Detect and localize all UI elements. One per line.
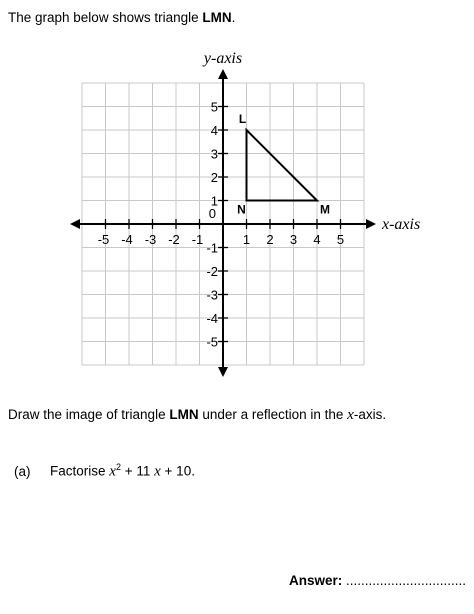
origin-label: 0	[208, 206, 216, 221]
y-axis-arrow-down	[218, 367, 228, 377]
axes	[70, 69, 376, 377]
y-tick-label: -4	[206, 311, 218, 326]
instruction-axis-variable: x	[347, 407, 354, 423]
question-a-variable: x	[109, 463, 116, 480]
x-tick-label: 3	[289, 232, 298, 247]
x-tick-label: -3	[144, 232, 157, 247]
intro-after: .	[231, 10, 236, 25]
x-axis-arrow-left	[70, 219, 80, 229]
y-tick-label: -5	[206, 334, 218, 350]
x-tick-label: -1	[191, 232, 204, 247]
triangle-lmn	[247, 130, 318, 201]
question-a-text: Factorise	[50, 463, 110, 479]
x-axis-title: x-axis	[382, 216, 421, 233]
instruction-text	[8, 407, 386, 424]
instruction-middle: under a reflection in the	[198, 407, 348, 422]
x-tick-label: -4	[121, 232, 133, 247]
y-tick-label: 3	[210, 146, 218, 162]
answer-label: Answer:	[288, 573, 343, 588]
y-tick-label: 4	[210, 123, 218, 138]
y-tick-label: 2	[210, 170, 218, 185]
y-tick-label: -1	[206, 240, 218, 256]
y-axis-arrow-up	[218, 69, 228, 79]
y-tick-label: 5	[210, 99, 218, 115]
instruction-triangle-name: LMN	[169, 407, 199, 422]
question-a-label: (a)	[14, 463, 31, 479]
y-axis-title: y-axis	[203, 50, 243, 67]
question-a-constant: + 10.	[160, 463, 195, 479]
instruction-before: Draw the image of triangle	[8, 407, 170, 422]
question-a	[14, 462, 195, 481]
instruction-after: -axis.	[353, 407, 387, 422]
vertex-label-n: N	[237, 202, 246, 217]
x-axis-arrow-right	[366, 219, 376, 229]
answer-line[interactable]	[289, 573, 466, 588]
x-tick-label: -2	[168, 232, 180, 247]
x-tick-label: -5	[97, 232, 110, 247]
question-a-term: + 11	[120, 463, 155, 479]
intro-before: The graph below shows triangle	[8, 10, 203, 25]
x-tick-label: 4	[313, 232, 321, 247]
x-tick-label: 2	[266, 232, 274, 247]
vertex-label-m: M	[320, 202, 330, 217]
y-tick-label: 1	[210, 193, 218, 209]
question-a-exponent: 2	[115, 462, 121, 472]
answer-blank[interactable]: ................................	[342, 573, 466, 588]
vertex-label-l: L	[238, 112, 247, 126]
y-tick-label: -3	[206, 287, 218, 303]
question-a-variable-2: x	[154, 463, 161, 480]
y-tick-label: -2	[206, 264, 218, 279]
x-tick-label: 1	[242, 232, 251, 247]
x-tick-label: 5	[336, 232, 345, 247]
intro-triangle-name: LMN	[202, 10, 232, 25]
